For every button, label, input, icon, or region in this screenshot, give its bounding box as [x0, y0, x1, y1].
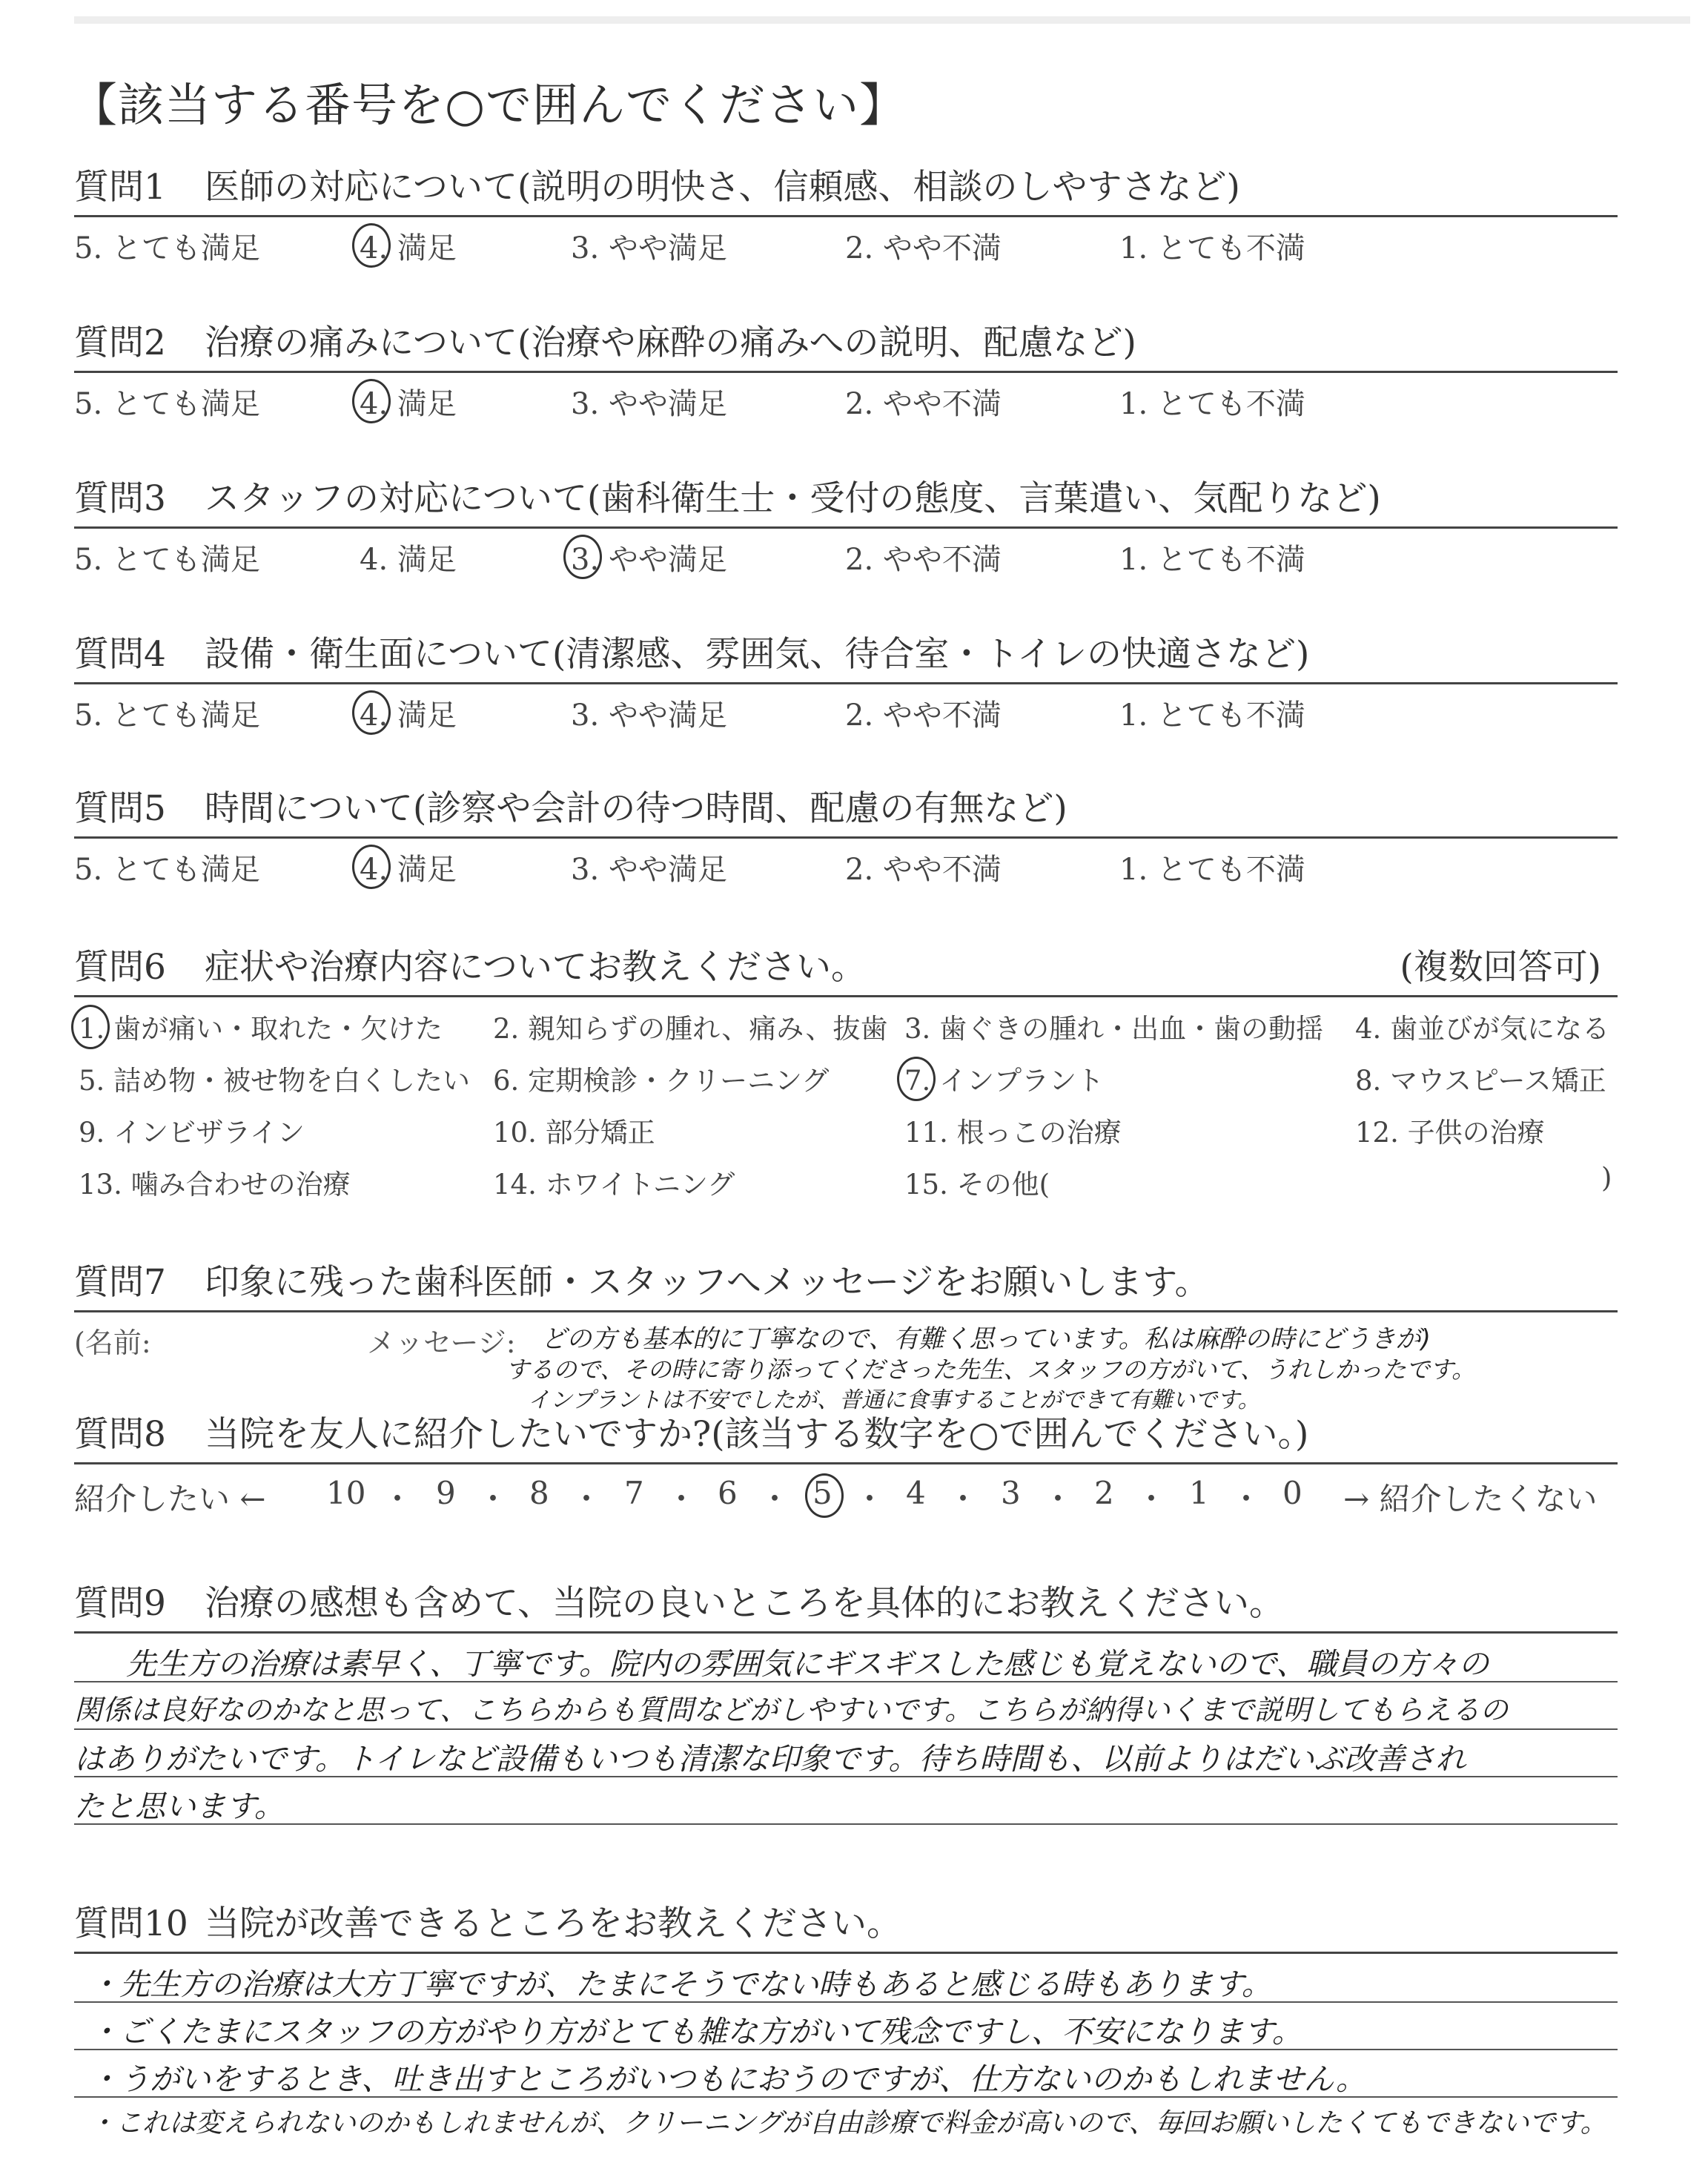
question-number: 質問4	[74, 634, 166, 675]
question-title: 治療の感想も含めて、当院の良いところを具体的にお教えください。	[205, 1583, 1285, 1624]
option-2[interactable]: 2. やや不満	[845, 698, 1002, 733]
rating-options	[74, 373, 1618, 422]
symptom-4[interactable]: 4. 歯並びが気になる	[1355, 1013, 1610, 1045]
question-number: 質問6	[74, 947, 166, 988]
question-title: 治療の痛みについて(治療や麻酔の痛みへの説明、配慮など)	[205, 323, 1136, 363]
question-5	[74, 783, 1618, 888]
scale-right-label: → 紹介したくない	[1343, 1481, 1598, 1517]
top-border	[74, 16, 1690, 24]
question-title: 印象に残った歯科医師・スタッフへメッセージをお願いします。	[205, 1262, 1210, 1303]
rating-options	[74, 839, 1618, 888]
symptom-15-close-paren: )	[1601, 1162, 1612, 1194]
symptom-15[interactable]: 15. その他(	[904, 1169, 1050, 1200]
name-label: (名前:	[74, 1327, 151, 1359]
improvement-line-3: ・うがいをするとき、吐き出すところがいつもにおうのですが、仕方ないのかもしれません。	[89, 2061, 1366, 2097]
scale-7[interactable]: 7	[624, 1475, 644, 1511]
question-9	[74, 1578, 1618, 1834]
scale-8[interactable]: 8	[529, 1475, 549, 1511]
question-6	[74, 942, 1618, 1205]
question-title: 当院が改善できるところをお教えください。	[205, 1903, 901, 1944]
scale-3[interactable]: 3	[1001, 1475, 1021, 1511]
message-line-3: インプラントは不安でしたが、普通に食事することができて有難いです。	[528, 1387, 1260, 1413]
symptom-9[interactable]: 9. インビザライン	[79, 1117, 305, 1149]
rating-options	[74, 529, 1618, 578]
scale-1[interactable]: 1	[1189, 1475, 1209, 1511]
question-number: 質問2	[74, 323, 166, 363]
scale-0[interactable]: 0	[1282, 1475, 1302, 1511]
scale-5-selected[interactable]: 5	[812, 1475, 833, 1511]
question-title: 設備・衛生面について(清潔感、雰囲気、待合室・トイレの快適さなど)	[205, 634, 1310, 675]
question-number: 質問5	[74, 788, 166, 829]
question-number: 質問8	[74, 1414, 166, 1455]
symptom-14[interactable]: 14. ホワイトニング	[493, 1169, 735, 1200]
option-4[interactable]: 4. 満足	[360, 543, 457, 577]
improvement-line-4: ・これは変えられないのかもしれませんが、クリーニングが自由診療で料金が高いので、毎回お願いしたくてもできないです。	[89, 2108, 1607, 2138]
option-3[interactable]: 3. やや満足	[571, 698, 727, 733]
scale-9[interactable]: 9	[436, 1475, 456, 1511]
question-number: 質問3	[74, 478, 166, 519]
symptom-2[interactable]: 2. 親知らずの腫れ、痛み、抜歯	[493, 1013, 888, 1045]
message-area	[74, 1312, 1618, 1413]
question-title: 医師の対応について(説明の明快さ、信頼感、相談のしやすさなど)	[205, 167, 1240, 208]
symptom-options	[74, 997, 1618, 1205]
option-2[interactable]: 2. やや不満	[845, 387, 1002, 421]
multiple-answer-note: (複数回答可)	[1400, 947, 1601, 988]
question-8	[74, 1409, 1618, 1524]
improvement-line-2: ・ごくたまにスタッフの方がやり方がとても雑な方がいて残念ですし、不安になります。	[89, 2014, 1302, 2050]
scale-10[interactable]: 10	[326, 1475, 366, 1511]
question-title: 時間について(診察や会計の待つ時間、配慮の有無など)	[205, 788, 1068, 829]
option-1[interactable]: 1. とても不満	[1119, 853, 1305, 887]
option-3-selected[interactable]: 3. やや満足	[571, 536, 727, 578]
scale-6[interactable]: 6	[718, 1475, 738, 1511]
question-4	[74, 629, 1618, 733]
option-1[interactable]: 1. とても不満	[1119, 231, 1305, 265]
symptom-8[interactable]: 8. マウスピース矯正	[1355, 1065, 1606, 1097]
option-4-selected[interactable]: 4. 満足	[360, 692, 457, 734]
option-1[interactable]: 1. とても不満	[1119, 543, 1305, 577]
option-4-selected[interactable]: 4. 満足	[360, 380, 457, 423]
question-number: 質問1	[74, 167, 166, 208]
symptom-11[interactable]: 11. 根っこの治療	[904, 1117, 1122, 1149]
answer-line-2: 関係は良好なのかなと思って、こちらからも質問などがしやすいです。こちらが納得いくまで説明してもらえるの	[74, 1694, 1509, 1726]
option-5[interactable]: 5. とても満足	[74, 543, 260, 577]
message-line-2: するので、その時に寄り添ってくださった先生、スタッフの方がいて、うれしかったです。	[506, 1355, 1476, 1384]
improvement-line-1: ・先生方の治療は大方丁寧ですが、たまにそうでない時もあると感じる時もあります。	[89, 1966, 1272, 2002]
answer-area	[74, 1954, 1618, 2154]
symptom-6[interactable]: 6. 定期検診・クリーニング	[493, 1065, 830, 1097]
question-title: 症状や治療内容についてお教えください。	[205, 947, 867, 988]
option-4-selected[interactable]: 4. 満足	[360, 846, 457, 888]
symptom-3[interactable]: 3. 歯ぐきの腫れ・出血・歯の動揺	[904, 1013, 1324, 1045]
option-3[interactable]: 3. やや満足	[571, 231, 727, 265]
question-number: 質問9	[74, 1583, 166, 1624]
symptom-12[interactable]: 12. 子供の治療	[1355, 1117, 1545, 1149]
question-number: 質問10	[74, 1903, 188, 1944]
symptom-10[interactable]: 10. 部分矯正	[493, 1117, 655, 1149]
symptom-5[interactable]: 5. 詰め物・被せ物を白くしたい	[79, 1065, 471, 1097]
question-number: 質問7	[74, 1262, 166, 1303]
page-heading: 【該当する番号を○で囲んでください】	[71, 78, 907, 132]
rating-options	[74, 684, 1618, 733]
message-label: メッセージ:	[367, 1327, 516, 1359]
rating-options	[74, 217, 1618, 266]
option-2[interactable]: 2. やや不満	[845, 543, 1002, 577]
option-4-selected[interactable]: 4. 満足	[360, 225, 457, 267]
question-7	[74, 1257, 1618, 1413]
scale-2[interactable]: 2	[1094, 1475, 1114, 1511]
option-2[interactable]: 2. やや不満	[845, 231, 1002, 265]
option-2[interactable]: 2. やや不満	[845, 853, 1002, 887]
question-1	[74, 162, 1618, 266]
symptom-13[interactable]: 13. 噛み合わせの治療	[79, 1169, 351, 1200]
option-5[interactable]: 5. とても満足	[74, 853, 260, 887]
option-5[interactable]: 5. とても満足	[74, 698, 260, 733]
option-1[interactable]: 1. とても不満	[1119, 698, 1305, 733]
recommend-scale: 紹介したい ← 10 ・ 9 ・ 8 ・ 7 ・ 6 ・ 5 ・ 4 ・ 3 ・ 2 ・ 1 ・ 0 → 紹介したくない	[74, 1464, 1618, 1524]
option-3[interactable]: 3. やや満足	[571, 853, 727, 887]
option-3[interactable]: 3. やや満足	[571, 387, 727, 421]
answer-line-1: 先生方の治療は素早く、丁寧です。院内の雰囲気にギスギスした感じも覚えないので、職員の方々の	[126, 1646, 1489, 1682]
question-title: 当院を友人に紹介したいですか?(該当する数字を○で囲んでください。)	[205, 1414, 1309, 1455]
symptom-1-selected[interactable]: 1. 歯が痛い・取れた・欠けた	[79, 1006, 443, 1046]
question-3	[74, 473, 1618, 578]
option-1[interactable]: 1. とても不満	[1119, 387, 1305, 421]
scale-4[interactable]: 4	[906, 1475, 926, 1511]
answer-line-3: はありがたいです。トイレなど設備もいつも清潔な印象です。待ち時間も、以前よりはだいぶ改善され	[74, 1741, 1466, 1777]
option-5[interactable]: 5. とても満足	[74, 231, 260, 265]
symptom-7-selected[interactable]: 7. インプラント	[904, 1058, 1104, 1098]
scale-left-label: 紹介したい ←	[74, 1481, 266, 1517]
message-line-1: どの方も基本的に丁寧なので、有難く思っています。私は麻酔の時にどうきが)	[541, 1324, 1431, 1354]
option-5[interactable]: 5. とても満足	[74, 387, 260, 421]
answer-line-4: たと思います。	[74, 1789, 285, 1824]
question-2	[74, 317, 1618, 422]
question-10	[74, 1898, 1618, 2154]
answer-area	[74, 1634, 1618, 1834]
question-title: スタッフの対応について(歯科衛生士・受付の態度、言葉遣い、気配りなど)	[205, 478, 1381, 519]
